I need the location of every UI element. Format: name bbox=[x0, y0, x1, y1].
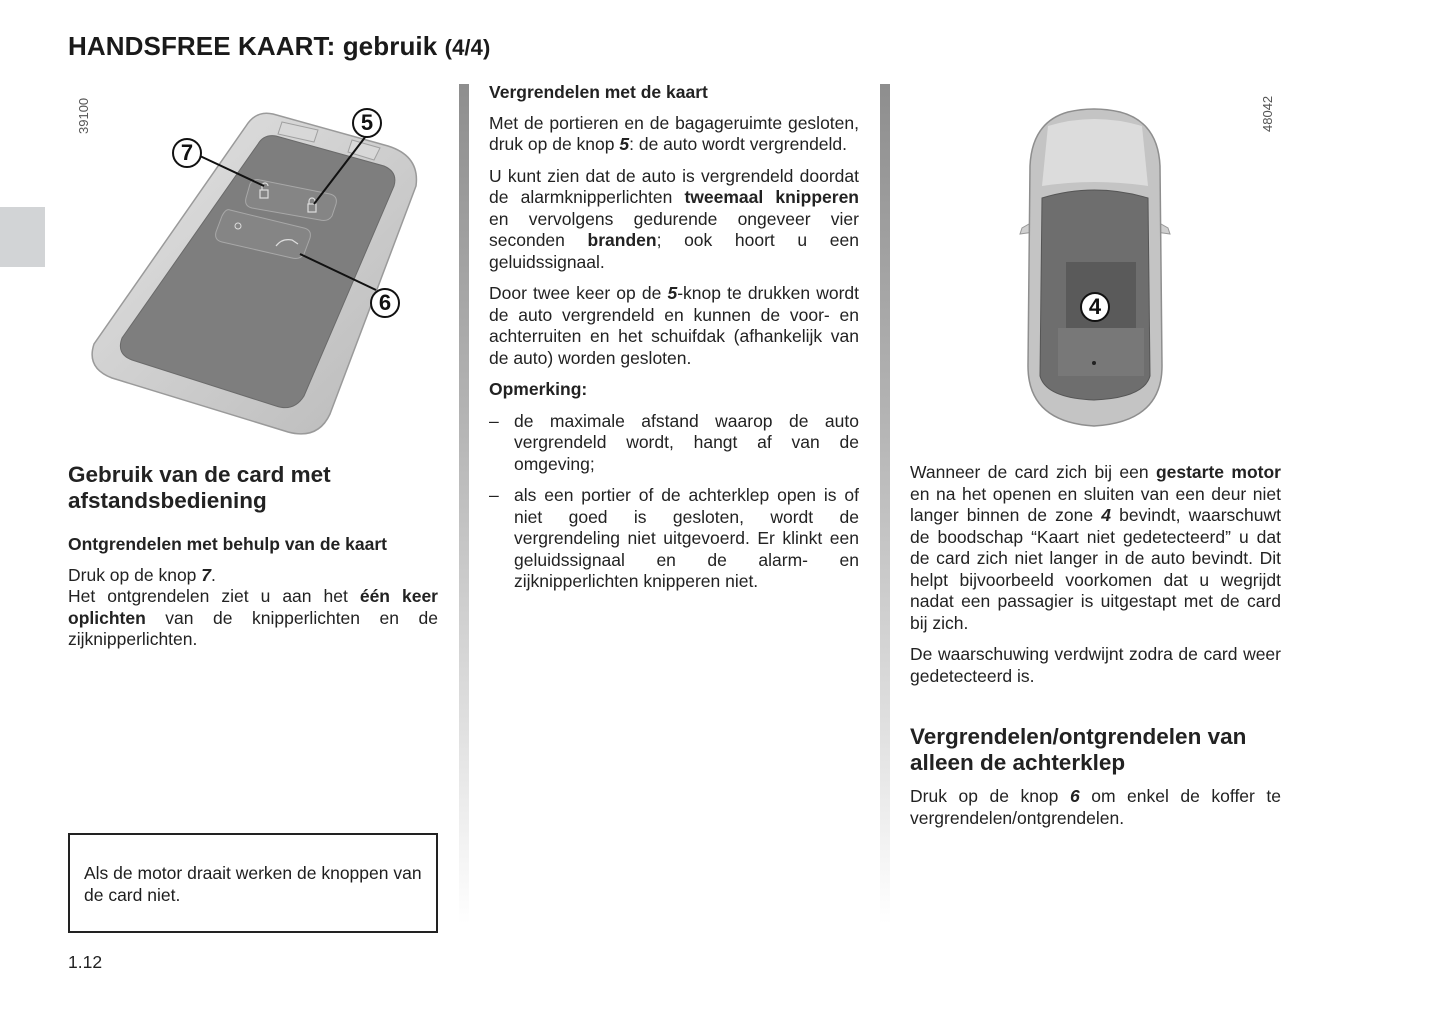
callout-5: 5 bbox=[352, 108, 382, 138]
column-divider bbox=[880, 84, 890, 924]
column-middle bbox=[489, 82, 859, 603]
section-heading: Gebruik van de card met afstandsbediening bbox=[68, 462, 331, 513]
page-title bbox=[68, 31, 490, 62]
list-item: – als een portier of de achterklep open is of niet goed is gesloten, wordt de vergrendeling niet uitgevoerd. Er klinkt een geluidssignaal en de alarm- en zijknipperlichten knipperen niet. bbox=[489, 485, 859, 591]
remark-list bbox=[489, 411, 859, 593]
paragraph: U kunt zien dat de auto is vergrendeld doordat de alarmknipperlichten tweemaal knipperen en vervolgens gedurende ongeveer vier seconden branden; ook hoort u een geluidssignaal. bbox=[489, 165, 859, 272]
page-title-sub: (4/4) bbox=[444, 35, 491, 60]
list-item: – de maximale afstand waarop de auto vergrendeld wordt, hangt af van de omgeving; bbox=[489, 410, 859, 474]
subheading-unlock: Ontgrendelen met behulp van de kaart bbox=[68, 534, 387, 554]
callout-4: 4 bbox=[1080, 292, 1110, 322]
paragraph: De waarschuwing verdwijnt zodra de card weer gedetecteerd is. bbox=[910, 644, 1281, 686]
callout-6: 6 bbox=[370, 288, 400, 318]
paragraph: Druk op de knop 7. Het ontgrendelen ziet u aan het één keer oplichten van de knipperlichten en de zijknipperlichten. bbox=[68, 564, 438, 649]
figure-code: 39100 bbox=[76, 97, 91, 134]
callout-7: 7 bbox=[172, 138, 202, 168]
car-top-view-image bbox=[908, 86, 1280, 441]
card-illustration bbox=[68, 86, 436, 456]
paragraph: Druk op de knop 6 om enkel de koffer te vergrendelen/ontgrendelen. bbox=[910, 786, 1281, 828]
chapter-tab bbox=[0, 207, 45, 267]
note-text: Als de motor draait werken de knoppen van de card niet. bbox=[84, 863, 422, 905]
note-box bbox=[68, 833, 438, 933]
paragraph: Met de portieren en de bagageruimte gesloten, druk op de knop 5: de auto wordt vergrendeld. bbox=[489, 112, 859, 154]
subheading-lock: Vergrendelen met de kaart bbox=[489, 82, 708, 102]
paragraph: Wanneer de card zich bij een gestarte motor en na het openen en sluiten van een deur niet langer binnen de zone 4 bevindt, waarschuwt de boodschap “Kaart niet gedetecteerd” u dat de card zich niet langer in de auto bevindt. Dit helpt bijvoorbeeld voorkomen dat u wegrijdt nadat een passagier is uitgestapt met de card bij zich. bbox=[910, 462, 1281, 633]
page-number: 1.12 bbox=[68, 952, 103, 972]
page-title-main: HANDSFREE KAART: gebruik bbox=[68, 31, 438, 61]
column-divider bbox=[459, 84, 469, 924]
column-right bbox=[910, 462, 1281, 829]
car-illustration bbox=[908, 86, 1280, 441]
section-heading: Vergrendelen/ontgrendelen van alleen de achterklep bbox=[910, 724, 1247, 775]
figure-code: 48042 bbox=[1260, 95, 1275, 132]
remark-heading: Opmerking: bbox=[489, 379, 588, 399]
keycard-image bbox=[68, 86, 436, 456]
paragraph: Door twee keer op de 5-knop te drukken wordt de auto vergrendeld en kunnen de voor- en achterruiten en het schuifdak (afhankelijk van de auto) worden gesloten. bbox=[489, 283, 859, 368]
column-left bbox=[68, 462, 438, 651]
